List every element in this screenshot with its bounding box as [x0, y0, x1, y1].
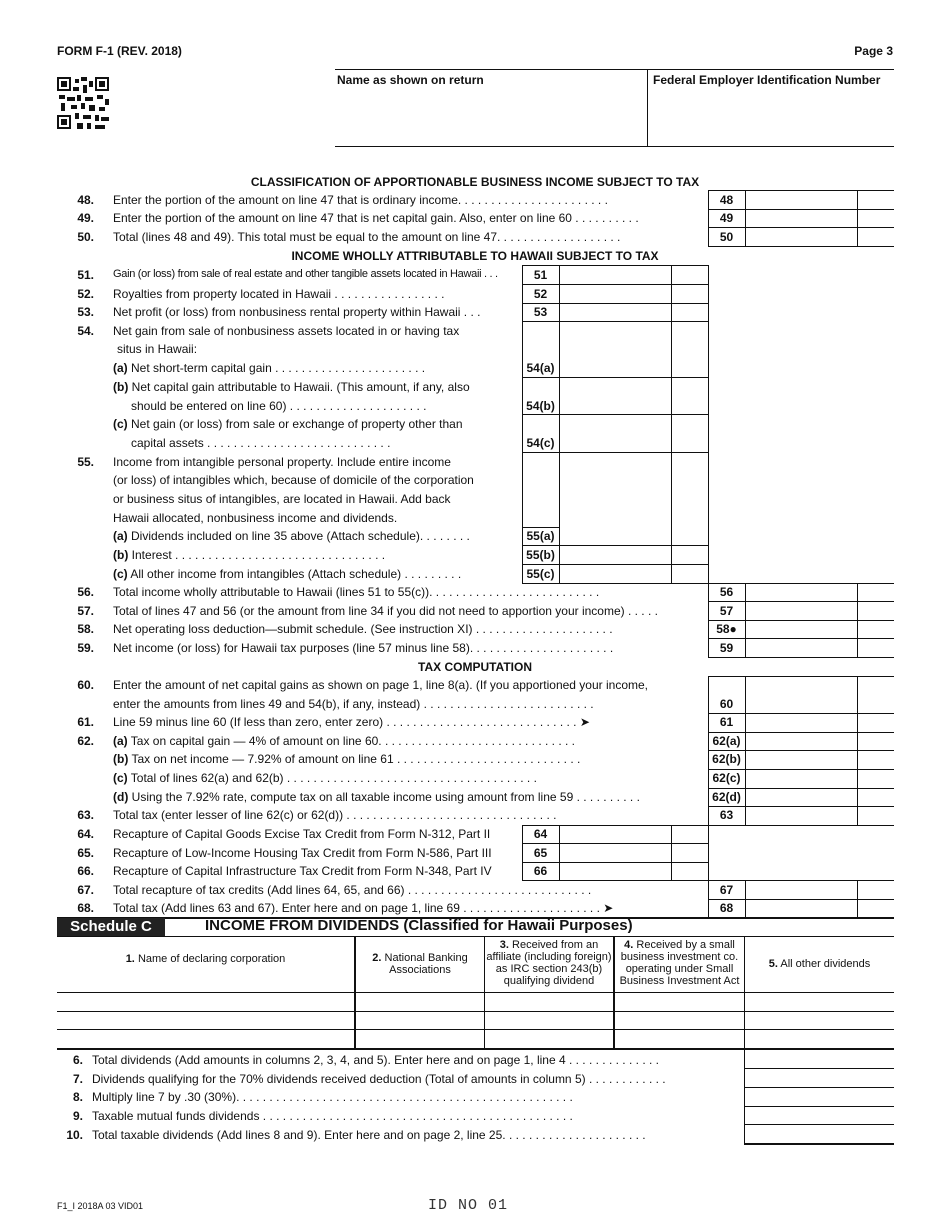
line-55b: (b) Interest . . . . . . . . . . . . . . . . . . . . . . . . . . . . . . . . 55(b): [0, 548, 950, 566]
line-54: 54. Net gain from sale of nonbusiness assets located in or having tax: [77, 324, 460, 338]
line-57: 57. Total of lines 47 and 56 (or the amount from line 34 if you did not need to apportion your income) . . . . . 57: [0, 604, 950, 622]
line-68: 68. Total tax (Add lines 63 and 67). Enter here and on page 1, line 69 . . . . . . . . . . . . . . . . . . . . . ➤ 68: [0, 901, 950, 919]
section-classification: CLASSIFICATION OF APPORTIONABLE BUSINESS INCOME SUBJECT TO TAX: [250, 175, 700, 189]
footer-code: F1_I 2018A 03 VID01: [57, 1201, 144, 1211]
line-53: 53. Net profit (or loss) from nonbusiness rental property within Hawaii . . . 53: [0, 305, 950, 323]
line-52-amount[interactable]: [560, 287, 671, 304]
col-4-header: 4. Received by a small business investment co. operating under Small Business Investment Act: [619, 939, 740, 987]
line-63-amount[interactable]: [746, 808, 857, 825]
line-61-amount[interactable]: [746, 715, 857, 732]
sched-line-8: 8. Multiply line 7 by .30 (30%). . . . . . . . . . . . . . . . . . . . . . . . . . . . . . . . . . . . . . . . . . . . . . . . . . .: [0, 1090, 950, 1108]
sched-line-6: 6. Total dividends (Add amounts in columns 2, 3, 4, and 5). Enter here and on page 1, line 4 . . . . . . . . . . . . . .: [0, 1053, 950, 1071]
name-box[interactable]: [335, 69, 648, 147]
col-2-header: 2. National Banking Associations: [372, 952, 468, 976]
line-59-amount[interactable]: [746, 641, 857, 658]
line-54a: (a) Net short-term capital gain . . . . . . . . . . . . . . . . . . . . . . . 54(a): [0, 361, 950, 379]
line-66-amount[interactable]: [560, 864, 671, 881]
line-62b: (b) Tax on net income — 7.92% of amount on line 61 . . . . . . . . . . . . . . . . . . . . . . . . . . . . 62(b): [0, 752, 950, 770]
line-65-amount[interactable]: [560, 846, 671, 863]
line-55: 55. Income from intangible personal property. Include entire income: [77, 455, 451, 469]
line-58: 58. Net operating loss deduction—submit schedule. (See instruction XI) . . . . . . . . . . . . . . . . . . . . . 58●: [0, 622, 950, 640]
line-54b: (b) Net capital gain attributable to Hawaii. (This amount, if any, also: [113, 380, 470, 394]
line-58-amount[interactable]: [746, 622, 857, 639]
sched-line-7-amount[interactable]: [745, 1072, 894, 1089]
line-50: 50. Total (lines 48 and 49). This total must be equal to the amount on line 47. . . . . . . . . . . . . . . . . . . 50: [0, 230, 950, 248]
line-65: 65. Recapture of Low-Income Housing Tax Credit from Form N-586, Part III 65: [0, 846, 950, 864]
line-60: 60. Enter the amount of net capital gains as shown on page 1, line 8(a). (If you apportioned your income,: [77, 678, 648, 692]
sched-line-6-amount[interactable]: [745, 1053, 894, 1070]
line-63: 63. Total tax (enter lesser of line 62(c) or 62(d)) . . . . . . . . . . . . . . . . . . . . . . . . . . . . . . . . 63: [0, 808, 950, 826]
form-id: FORM F-1 (REV. 2018): [57, 44, 182, 58]
col-1-header: 1. Name of declaring corporation: [125, 953, 286, 965]
line-54b-amount[interactable]: [560, 399, 671, 416]
line-55a-amount[interactable]: [560, 529, 671, 546]
schedule-c-tag: Schedule C: [57, 918, 165, 936]
line-62d: (d) Using the 7.92% rate, compute tax on all taxable income using amount from line 59 . . . . . . . . . . 62(d): [0, 790, 950, 808]
sched-line-9-amount[interactable]: [745, 1109, 894, 1126]
section-hawaii-income: INCOME WHOLLY ATTRIBUTABLE TO HAWAII SUBJECT TO TAX: [291, 249, 659, 263]
line-62c: (c) Total of lines 62(a) and 62(b) . . . . . . . . . . . . . . . . . . . . . . . . . . . . . . . . . . . . . . 62(c): [0, 771, 950, 789]
sched-line-8-amount[interactable]: [745, 1090, 894, 1107]
line-62b-amount[interactable]: [746, 752, 857, 769]
line-48-amount[interactable]: [746, 193, 857, 210]
line-49-amount[interactable]: [746, 211, 857, 228]
line-54c: (c) Net gain (or loss) from sale or exchange of property other than: [113, 417, 463, 431]
fein-label: Federal Employer Identification Number: [653, 73, 881, 87]
line-48: 48. Enter the portion of the amount on line 47 that is ordinary income. . . . . . . . . . . . . . . . . . . . . . . 48: [0, 193, 950, 211]
line-60-amount[interactable]: [746, 697, 857, 714]
line-55c: (c) All other income from intangibles (Attach schedule) . . . . . . . . . 55(c): [0, 567, 950, 585]
schedule-c-title: INCOME FROM DIVIDENDS (Classified for Hawaii Purposes): [205, 917, 633, 934]
line-53-amount[interactable]: [560, 305, 671, 322]
page-number: Page 3: [854, 44, 893, 58]
line-50-amount[interactable]: [746, 230, 857, 247]
line-55b-amount[interactable]: [560, 548, 671, 565]
line-54a-amount[interactable]: [560, 361, 671, 378]
line-55a: (a) Dividends included on line 35 above (Attach schedule). . . . . . . . 55(a): [0, 529, 950, 547]
name-label: Name as shown on return: [337, 73, 484, 87]
sched-line-10: 10. Total taxable dividends (Add lines 8 and 9). Enter here and on page 2, line 25. . . . . . . . . . . . . . . . . . . . . .: [0, 1128, 950, 1146]
line-66: 66. Recapture of Capital Infrastructure Tax Credit from Form N-348, Part IV 66: [0, 864, 950, 882]
section-tax-computation: TAX COMPUTATION: [418, 660, 532, 674]
sched-line-7: 7. Dividends qualifying for the 70% dividends received deduction (Total of amounts in column 5) . . . . . . . . . . . .: [0, 1072, 950, 1090]
line-62d-amount[interactable]: [746, 790, 857, 807]
line-55c-amount[interactable]: [560, 567, 671, 584]
fein-box[interactable]: [647, 69, 894, 147]
line-64-amount[interactable]: [560, 827, 671, 844]
line-67: 67. Total recapture of tax credits (Add lines 64, 65, and 66) . . . . . . . . . . . . . . . . . . . . . . . . . . . . 67: [0, 883, 950, 901]
line-52: 52. Royalties from property located in Hawaii . . . . . . . . . . . . . . . . . 52: [0, 287, 950, 305]
line-51: 51. Gain (or loss) from sale of real estate and other tangible assets located in Hawaii . . . 51: [0, 268, 950, 286]
line-62a-amount[interactable]: [746, 734, 857, 751]
line-67-amount[interactable]: [746, 883, 857, 900]
col-5-header: 5. All other dividends: [768, 958, 871, 970]
qr-code-icon: [57, 77, 109, 129]
sched-line-9: 9. Taxable mutual funds dividends . . . . . . . . . . . . . . . . . . . . . . . . . . . . . . . . . . . . . . . . . . . . . . .: [0, 1109, 950, 1127]
sched-line-10-amount[interactable]: [745, 1128, 894, 1145]
footer-id-no: ID NO 01: [428, 1197, 509, 1214]
line-68-amount[interactable]: [746, 901, 857, 918]
line-64: 64. Recapture of Capital Goods Excise Tax Credit from Form N-312, Part II 64: [0, 827, 950, 845]
line-56: 56. Total income wholly attributable to Hawaii (lines 51 to 55(c)). . . . . . . . . . . . . . . . . . . . . . . . . . 56: [0, 585, 950, 603]
line-54c-amount[interactable]: [560, 436, 671, 453]
line-57-amount[interactable]: [746, 604, 857, 621]
line-56-amount[interactable]: [746, 585, 857, 602]
col-3-header: 3. Received from an affiliate (including foreign) as IRC section 243(b) qualifying dividend: [486, 939, 612, 987]
line-51-amount[interactable]: [560, 268, 671, 285]
line-49: 49. Enter the portion of the amount on line 47 that is net capital gain. Also, enter on line 60 . . . . . . . . . . 49: [0, 211, 950, 229]
line-62a: 62. (a) Tax on capital gain — 4% of amount on line 60. . . . . . . . . . . . . . . . . . . . . . . . . . . . . . 62(a): [0, 734, 950, 752]
line-59: 59. Net income (or loss) for Hawaii tax purposes (line 57 minus line 58). . . . . . . . . . . . . . . . . . . . . . 59: [0, 641, 950, 659]
line-61: 61. Line 59 minus line 60 (If less than zero, enter zero) . . . . . . . . . . . . . . . . . . . . . . . . . . . . . ➤ 61: [0, 715, 950, 733]
line-62c-amount[interactable]: [746, 771, 857, 788]
